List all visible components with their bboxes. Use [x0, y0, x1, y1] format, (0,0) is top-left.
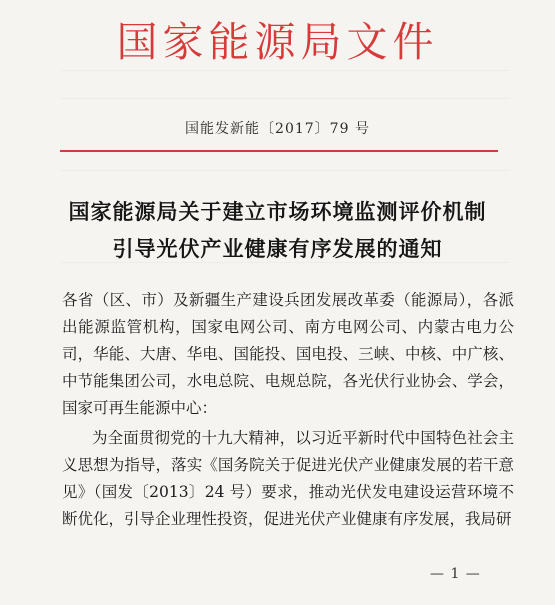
addressees-paragraph: 各省（区、市）及新疆生产建设兵团发展改革委（能源局），各派出能源监管机构，国家电网公司、南方电网公司、内蒙古电力公司，华能、大唐、华电、国能投、国电投、三峡、中核、中广核、中节能集团公司，水电总院、电规总院，各光伏行业协会、学会，国家可再生能源中心：	[62, 291, 514, 417]
body-paragraph-1: 为全面贯彻党的十九大精神，以习近平新时代中国特色社会主义思想为指导，落实《国务院关于促进光伏产业健康发展的若干意见》（国发〔2013〕24 号）要求，推动光伏发电建设运营环境不断优化，引导企业理性投资，促进光伏产业健康有序发展，我局研	[62, 429, 514, 528]
document-body	[62, 287, 514, 533]
notice-title-line-1: 国家能源局关于建立市场环境监测评价机制	[68, 200, 487, 224]
document-number: 国能发新能〔2017〕79 号	[185, 121, 370, 137]
bleed-line	[60, 170, 510, 171]
notice-title-line-2: 引导光伏产业健康有序发展的通知	[112, 237, 443, 261]
bleed-line	[60, 98, 510, 99]
red-separator-line	[60, 150, 498, 152]
agency-header-title: 国家能源局文件	[116, 18, 439, 66]
page-number: — 1 —	[430, 566, 481, 582]
